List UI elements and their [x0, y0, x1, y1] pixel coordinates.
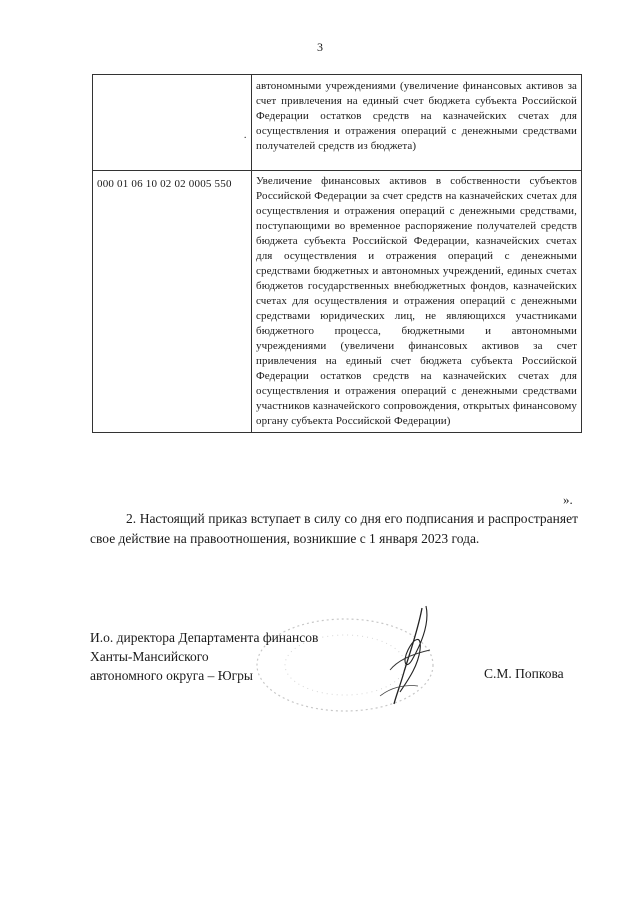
closing-quote: ». [563, 492, 573, 507]
table-cell-description: Увеличение финансовых активов в собственности субъектов Российской Федерации за счет средств на казначейских счетах для осуществления и отражения операций с денежными средствами, поступающими во временное распоряжение получателей средств бюджета субъекта Российской Федерации, казначейских счетах для осуществления и отражения операций с денежными средствами бюджетных и автономных учреждений, единых счетах бюджетов государственных внебюджетных фондов, казначейских счетах для осуществления и отражения операций с денежными средствами юридических лиц, не являющихся участниками бюджетного процесса, бюджетными и автономными учреждениями (увеличени финансовых активов за счет привлечения на единый счет бюджета субъекта Российской Федерации остатков средств на казначейских счетах для осуществления и отражения операций с денежными средствами участников казначейского сопровождения, открытых финансовому органу субъекта Российской Федерации) [252, 171, 582, 433]
table-row [93, 171, 582, 433]
effective-date-paragraph: 2. Настоящий приказ вступает в силу со дня его подписания и распространяет свое действие на правоотношения, возникшие с 1 января 2023 года. [90, 511, 578, 546]
margin-mark: · [243, 133, 247, 144]
signatory-title-line: И.о. директора Департамента финансов [90, 630, 319, 645]
table-row [93, 75, 582, 171]
handwritten-signature [360, 600, 450, 710]
table-cell-code [93, 75, 252, 171]
budget-code-table [92, 74, 582, 433]
signatory-name: С.М. Попкова [484, 666, 564, 681]
signatory-title-line: Ханты-Мансийского [90, 649, 209, 664]
signatory-title-line: автономного округа – Югры [90, 668, 253, 683]
page-number: 3 [317, 40, 323, 54]
table-cell-description: автономными учреждениями (увеличение финансовых активов за счет привлечения на единый счет бюджета субъекта Российской Федерации остатков средств на казначейских счетах для осуществления и отражения операций с денежными средствами получателей средств из бюджета) [252, 75, 582, 171]
table-cell-code: 000 01 06 10 02 02 0005 550 [93, 171, 252, 433]
signatory-title [90, 628, 318, 685]
